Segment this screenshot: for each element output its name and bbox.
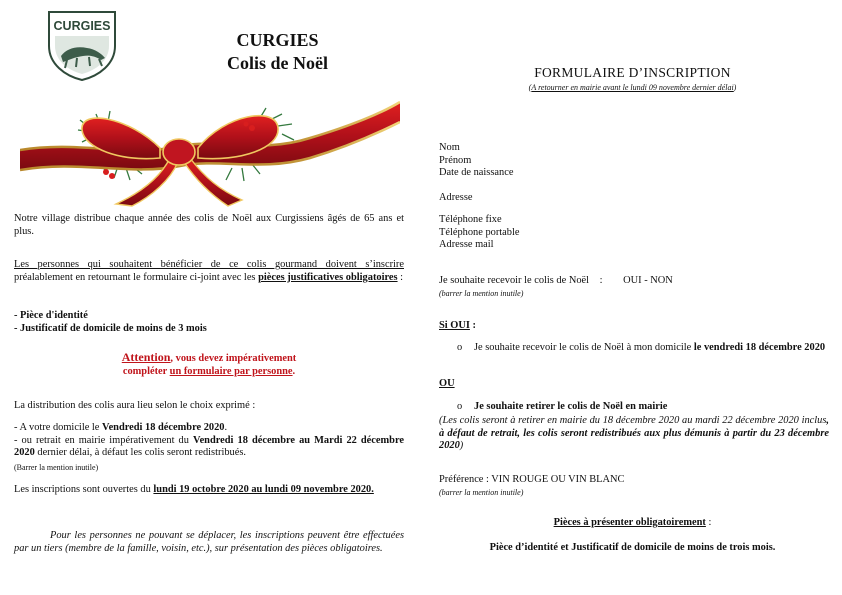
option-home-delivery[interactable]: o Je souhaite recevoir le colis de Noël à mon domicile le vendredi 18 décembre 2020 [457, 342, 826, 353]
strike-note: (Barrer la mention inutile) [14, 463, 99, 472]
wine-preference[interactable]: Préférence : VIN ROUGE OU VIN BLANC [439, 474, 625, 485]
option-town-hall[interactable]: o Je souhaite retirer le colis de Noël en mairie [457, 401, 668, 412]
si-oui-heading: Si OUI : [439, 320, 476, 331]
oui-non-choice[interactable]: OUI - NON [623, 275, 673, 286]
page-subtitle: Colis de Noël [227, 53, 328, 73]
logo [47, 10, 117, 82]
registration-paragraph: Les personnes qui souhaitent bénéficier de ce colis gourmand doivent s’inscrire préalablement en retournant le formulaire ci-joint avec les pièces justificatives obligatoires : [14, 259, 404, 283]
registration-dates: Les inscriptions sont ouvertes du lundi 19 octobre 2020 au lundi 09 novembre 2020. [14, 484, 374, 495]
ou-separator: OU [439, 378, 455, 389]
field-address-label: Adresse [439, 192, 473, 203]
page-title: CURGIES [236, 30, 319, 50]
wish-question: Je souhaite recevoir le colis de Noël : OUI - NON [439, 275, 673, 286]
field-prenom-label: Prénom [439, 154, 472, 166]
form-deadline: (A retourner en mairie avant le lundi 09 novembre dernier délai) [528, 83, 737, 92]
field-birthdate-label: Date de naissance [439, 167, 514, 179]
requirement-id: - Pièce d'identité [14, 310, 88, 321]
logo-text: CURGIES [53, 19, 111, 33]
wish-strike-note: (barrer la mention inutile) [439, 289, 524, 298]
christmas-bow-illustration [20, 88, 400, 208]
proxy-note: Pour les personnes ne pouvant se déplacer, les inscriptions peuvent être effectuées par un tiers (membre de la famille, voisin, etc.), sur présentation des pièces obligatoires. [14, 530, 404, 554]
christmas-bow-icon [20, 88, 400, 208]
field-mobile-label: Téléphone portable [439, 226, 520, 238]
bullet-icon: o [457, 342, 463, 353]
field-phone-label: Téléphone fixe [439, 214, 502, 225]
intro-paragraph: Notre village distribue chaque année des colis de Noël aux Curgissiens âgés de 65 ans et plus. [14, 213, 404, 237]
contact-fields [439, 214, 520, 252]
identity-fields [439, 142, 513, 180]
form-title: FORMULAIRE D’INSCRIPTION [534, 65, 731, 80]
distribution-details: - A votre domicile le Vendredi 18 décembre 2020. - ou retrait en mairie impérativement du Vendredi 18 décembre au Mardi 22 décembre 2020 dernier délai, à défaut les colis seront redistribués. [14, 422, 404, 459]
distribution-intro: La distribution des colis aura lieu selon le choix exprimé : [14, 400, 256, 411]
documents-heading: Pièces à présenter obligatoirement : [553, 517, 712, 528]
town-hall-note: (Les colis seront à retirer en mairie du 18 décembre 2020 au mardi 22 décembre 2020 inclus, à défaut de retrait, les colis seront redistribués aux plus démunis à partir du 23 décembre 2020) [439, 415, 829, 452]
documents-list: Pièce d’identité et Justificatif de domicile de moins de trois mois. [489, 542, 776, 553]
field-email-label: Adresse mail [439, 239, 494, 251]
wine-strike-note: (barrer la mention inutile) [439, 488, 524, 497]
requirement-address-proof: - Justificatif de domicile de moins de 3 mois [14, 323, 207, 334]
field-nom-label: Nom [439, 142, 460, 153]
bullet-icon: o [457, 401, 463, 412]
attention-notice: Attention, vous devez impérativement compléter un formulaire par personne. [121, 350, 297, 377]
